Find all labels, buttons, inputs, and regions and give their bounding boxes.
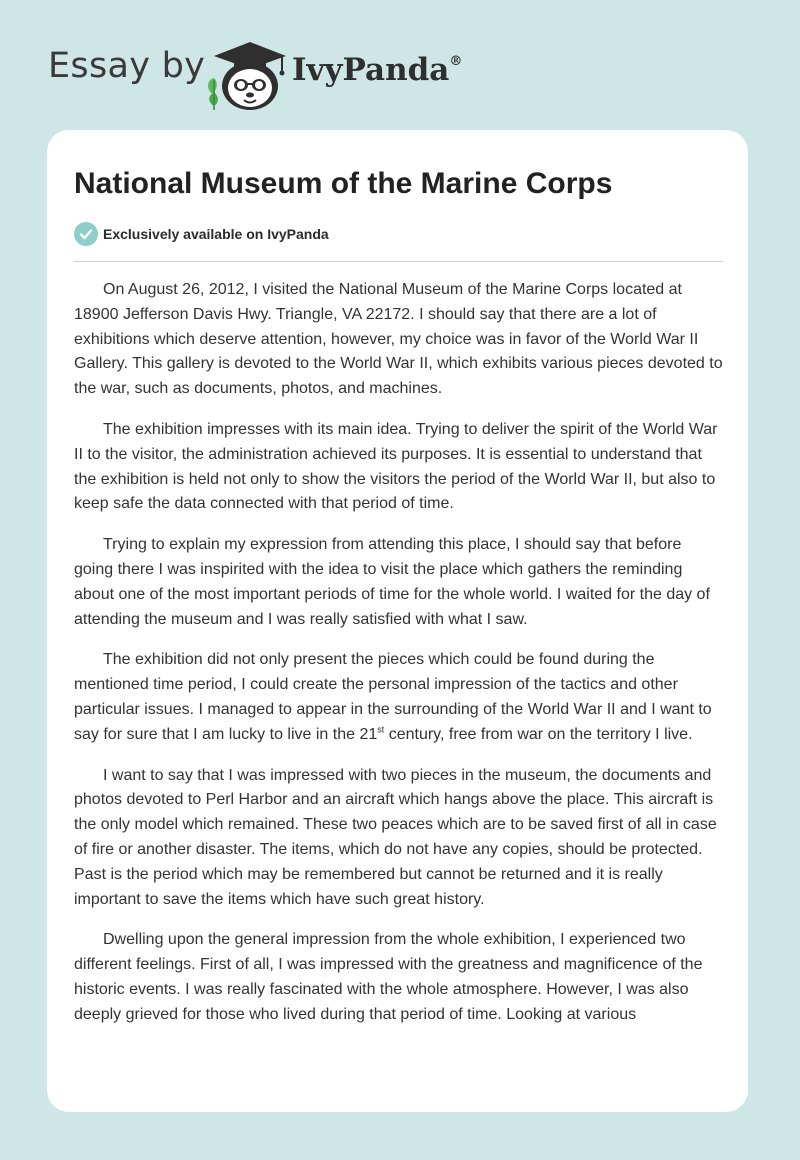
exclusive-badge bbox=[74, 222, 329, 246]
brand-name[interactable] bbox=[292, 52, 462, 88]
essay-card bbox=[47, 130, 748, 1112]
paragraph-text: The exhibition did not only present the pieces which could be found during the mentioned time period, I could create the personal impression of the tactics and other particular issues. I managed to appear in the surrounding of the World War II and I want to say for sure that I am lucky to live in the 21 bbox=[74, 651, 712, 743]
paragraph: I want to say that I was impressed with two pieces in the museum, the documents and photos devoted to Perl Harbor and an aircraft which hangs above the place. This aircraft is the only model which remained. These two peaces which are to be saved first of all in case of fire or another disaster. The items, which do not have any copies, should be protected. Past is the period which may be remembered but cannot be returned and it is really important to save the items which have such great history. bbox=[74, 766, 717, 908]
badge-text: Exclusively available on IvyPanda bbox=[103, 226, 329, 242]
page-title: National Museum of the Marine Corps bbox=[74, 167, 613, 200]
panda-logo-icon[interactable] bbox=[198, 36, 294, 112]
divider bbox=[74, 261, 723, 262]
paragraph: Trying to explain my expression from attending this place, I should say that before going there I was inspirited with the idea to visit the place which gathers the reminding about one of the most important periods of time for the whole world. I waited for the day of attending the museum and I was really satisfied with what I saw. bbox=[74, 536, 710, 628]
essay-by-label: Essay by bbox=[48, 46, 206, 86]
essay-body bbox=[74, 278, 724, 1044]
registered-mark: ® bbox=[449, 54, 463, 69]
paragraph-text: century, free from war on the territory I live. bbox=[384, 725, 693, 743]
check-circle-icon bbox=[74, 222, 98, 246]
paragraph: Dwelling upon the general impression from the whole exhibition, I experienced two different feelings. First of all, I was impressed with the greatness and magnificence of the historic events. I was really fascinated with the whole atmosphere. However, I was also deeply grieved for those who lived during that period of time. Looking at various bbox=[74, 931, 703, 1023]
paragraph: The exhibition impresses with its main idea. Trying to deliver the spirit of the World War II to the visitor, the administration achieved its purposes. It is essential to understand that the exhibition is held not only to show the visitors the period of the World War II, but also to keep safe the data connected with that period of time. bbox=[74, 420, 718, 513]
paragraph: On August 26, 2012, I visited the National Museum of the Marine Corps located at 18900 Jefferson Davis Hwy. Triangle, VA 22172. I should say that there are a lot of exhibitions which deserve attention, however, my choice was in favor of the World War II Gallery. This gallery is devoted to the World War II, which exhibits various pieces devoted to the war, such as documents, photos, and machines. bbox=[74, 281, 723, 398]
paragraph bbox=[74, 648, 724, 747]
site-header bbox=[0, 0, 800, 130]
brand-text: IvyPanda bbox=[292, 52, 450, 88]
ordinal-suffix: st bbox=[377, 724, 385, 735]
